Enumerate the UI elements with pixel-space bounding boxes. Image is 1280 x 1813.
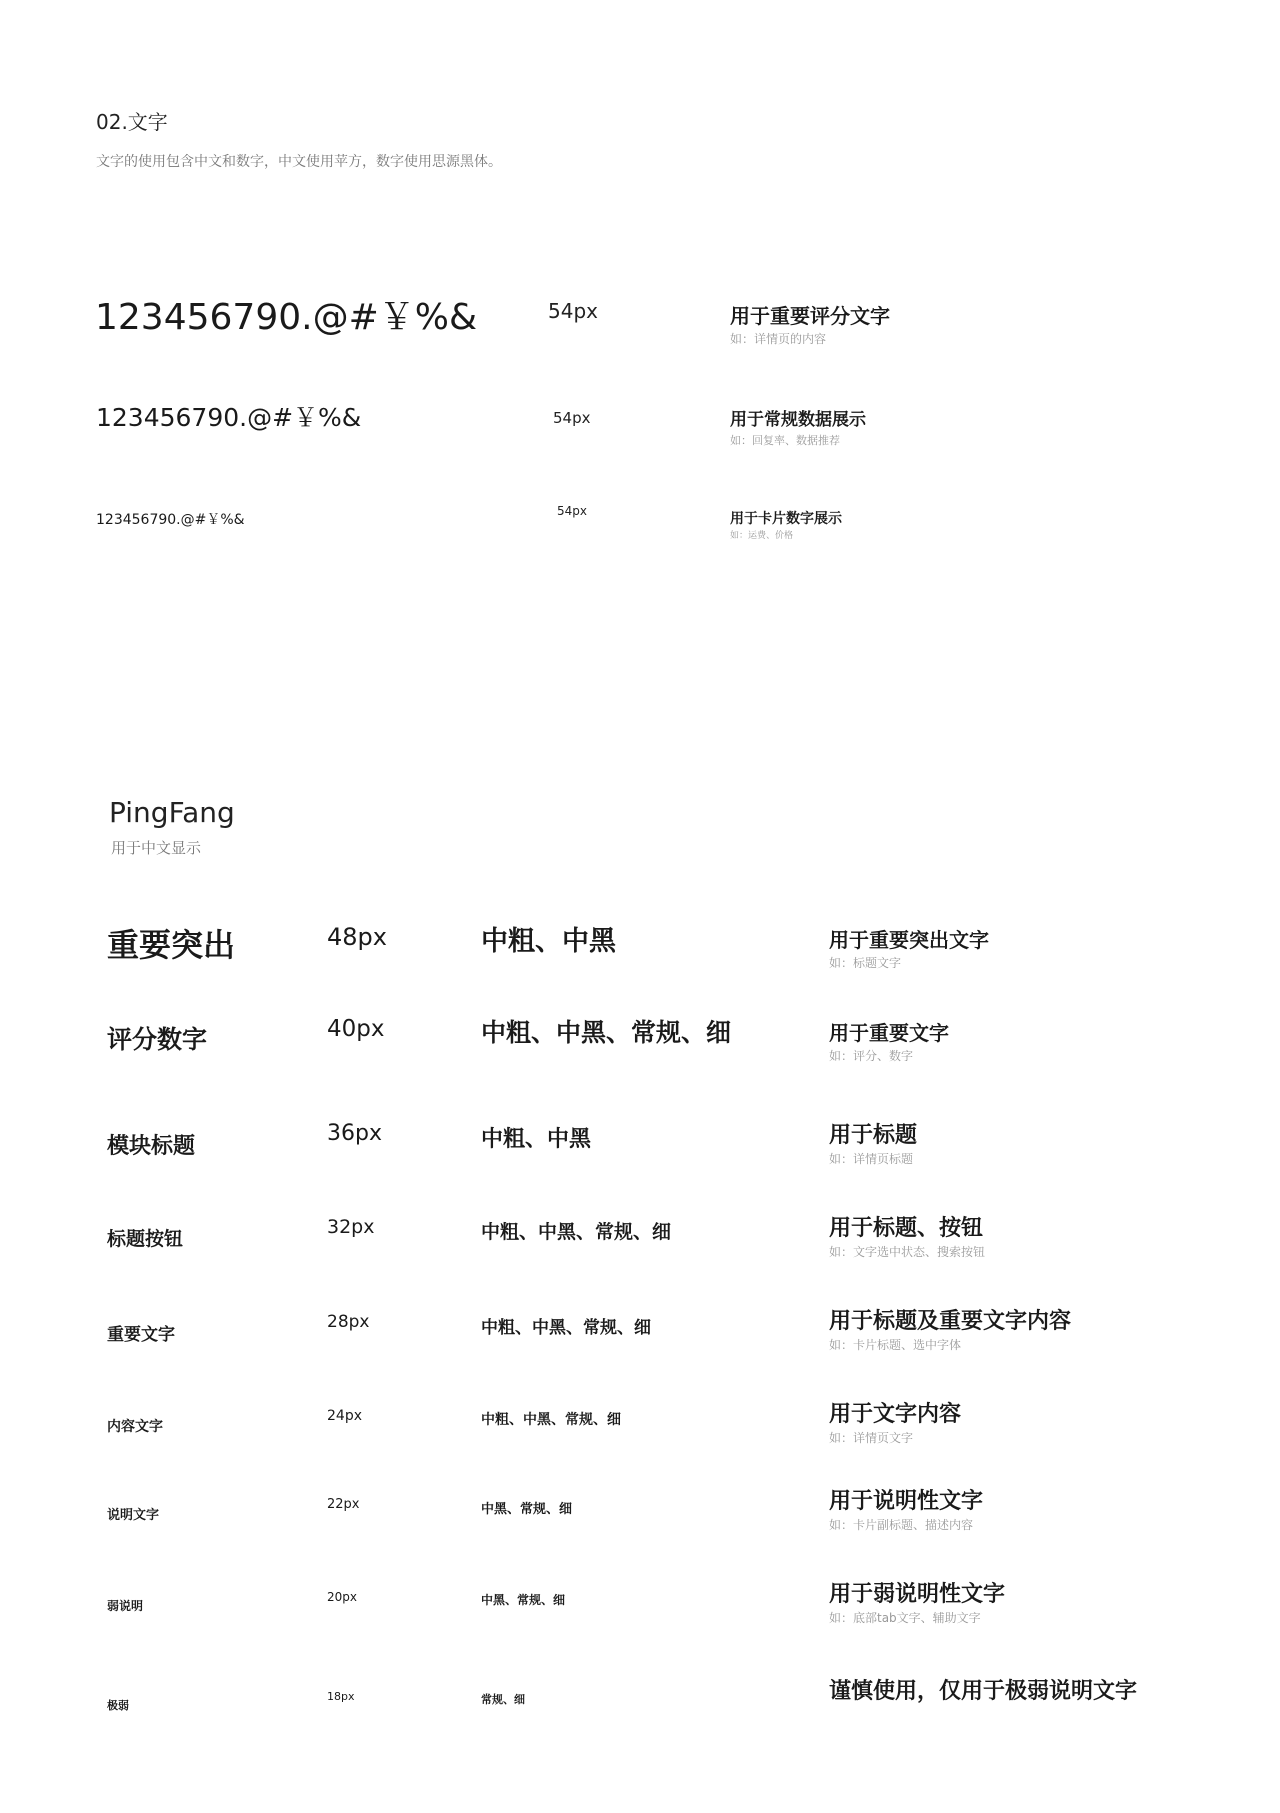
row-example: 如：卡片副标题、描述内容 xyxy=(829,1518,974,1532)
number-usage-medium: 用于常规数据展示 xyxy=(730,410,866,430)
row-name: 说明文字 xyxy=(107,1508,160,1523)
row-name: 评分数字 xyxy=(107,1025,208,1054)
number-size-small: 54px xyxy=(557,504,587,518)
row-usage: 用于弱说明性文字 xyxy=(829,1582,1006,1607)
section-title: 02.文字 xyxy=(96,110,168,134)
pingfang-description: 用于中文显示 xyxy=(111,839,202,857)
row-example: 如：卡片标题、选中字体 xyxy=(829,1338,962,1352)
row-size: 24px xyxy=(327,1408,362,1424)
row-weights: 中粗、中黑、常规、细 xyxy=(481,1221,672,1243)
row-weights: 常规、细 xyxy=(481,1693,525,1706)
number-usage-large: 用于重要评分文字 xyxy=(730,304,890,328)
number-size-large: 54px xyxy=(548,299,598,323)
row-example: 如：底部tab文字、辅助文字 xyxy=(829,1611,981,1625)
row-weights: 中粗、中黑、常规、细 xyxy=(481,1412,621,1428)
row-usage: 用于重要文字 xyxy=(829,1021,949,1045)
row-example: 如：文字选中状态、搜索按钮 xyxy=(829,1245,986,1259)
row-name: 弱说明 xyxy=(107,1599,144,1613)
pingfang-title: PingFang xyxy=(109,796,235,829)
row-weights: 中粗、中黑、常规、细 xyxy=(481,1018,732,1047)
row-weights: 中粗、中黑 xyxy=(481,1127,592,1152)
number-example-medium: 如：回复率、数据推荐 xyxy=(730,434,840,447)
row-name: 内容文字 xyxy=(107,1419,163,1435)
number-sample-small: 123456790.@#￥%& xyxy=(96,512,245,528)
section-description: 文字的使用包含中文和数字，中文使用苹方，数字使用思源黑体。 xyxy=(96,154,502,170)
row-size: 32px xyxy=(327,1216,375,1238)
row-usage: 用于标题及重要文字内容 xyxy=(829,1309,1072,1334)
row-usage: 用于标题 xyxy=(829,1123,918,1148)
row-size: 22px xyxy=(327,1497,360,1512)
row-size: 20px xyxy=(327,1590,357,1604)
number-sample-large: 123456790.@#￥%& xyxy=(95,297,478,338)
row-usage: 谨慎使用，仅用于极弱说明文字 xyxy=(829,1679,1138,1704)
row-usage: 用于标题、按钮 xyxy=(829,1216,984,1241)
row-example: 如：详情页标题 xyxy=(829,1152,914,1166)
row-size: 18px xyxy=(327,1690,355,1703)
row-usage: 用于说明性文字 xyxy=(829,1489,984,1514)
row-weights: 中黑、常规、细 xyxy=(481,1502,573,1517)
row-weights: 中粗、中黑 xyxy=(481,926,616,957)
row-size: 28px xyxy=(327,1312,370,1332)
row-weights: 中粗、中黑、常规、细 xyxy=(481,1318,651,1338)
row-weights: 中黑、常规、细 xyxy=(481,1593,566,1607)
row-name: 重要文字 xyxy=(107,1325,175,1345)
row-example: 如：标题文字 xyxy=(829,956,902,970)
row-example: 如：评分、数字 xyxy=(829,1049,914,1063)
row-name: 极弱 xyxy=(107,1699,129,1712)
row-example: 如：详情页文字 xyxy=(829,1431,914,1445)
row-name: 模块标题 xyxy=(107,1134,196,1159)
number-usage-small: 用于卡片数字展示 xyxy=(730,511,842,527)
row-name: 标题按钮 xyxy=(107,1228,184,1250)
number-example-large: 如：详情页的内容 xyxy=(730,332,827,346)
row-size: 40px xyxy=(327,1016,385,1042)
row-name: 重要突出 xyxy=(107,926,236,964)
row-size: 48px xyxy=(327,923,387,951)
row-size: 36px xyxy=(327,1121,382,1146)
number-sample-medium: 123456790.@#￥%& xyxy=(96,403,362,432)
number-size-medium: 54px xyxy=(553,409,591,427)
row-usage: 用于重要突出文字 xyxy=(829,928,989,952)
row-usage: 用于文字内容 xyxy=(829,1402,962,1427)
number-example-small: 如：运费、价格 xyxy=(730,531,794,541)
